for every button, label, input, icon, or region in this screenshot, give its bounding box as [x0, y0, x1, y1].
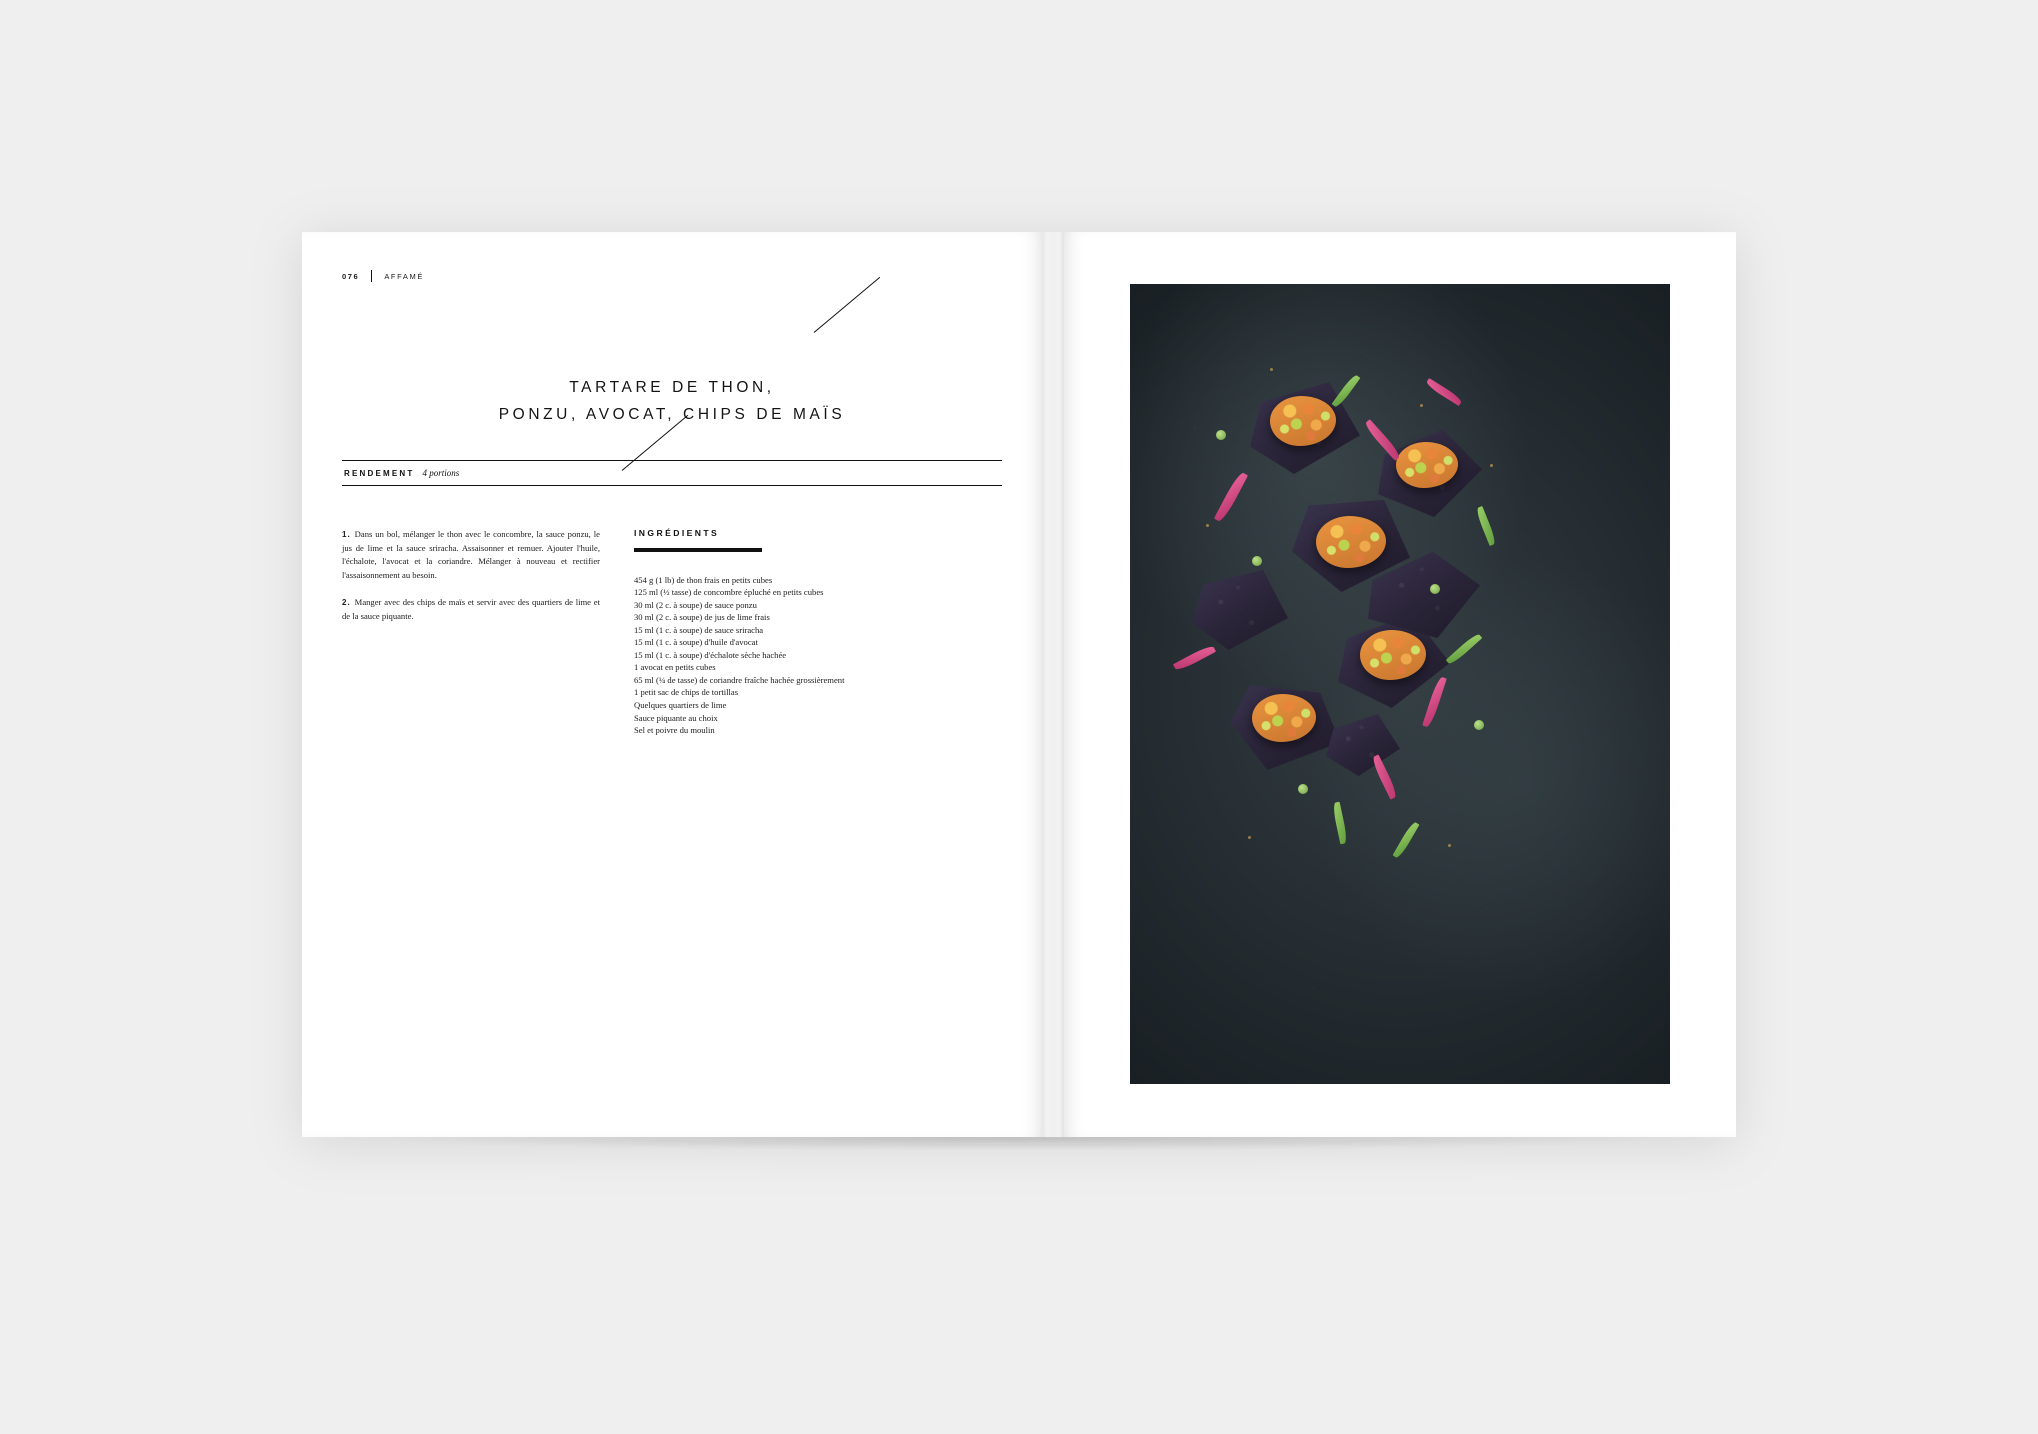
seasoning-crumb — [1490, 464, 1493, 467]
folio-divider — [371, 270, 372, 282]
list-item: 1 avocat en petits cubes — [634, 662, 716, 673]
recipe-photo — [1130, 284, 1670, 1084]
right-page — [1064, 232, 1736, 1137]
micro-green — [1298, 784, 1308, 794]
seasoning-crumb — [1270, 368, 1273, 371]
ingredients-rule — [634, 548, 762, 552]
list-item: 15 ml (1 c. à soupe) de sauce sriracha — [634, 624, 764, 635]
left-page — [302, 232, 1042, 1137]
page-number: 076 — [342, 271, 360, 281]
method-step — [342, 528, 600, 582]
book-gutter — [1042, 232, 1064, 1137]
method-step — [342, 596, 600, 623]
folio — [342, 270, 424, 282]
book-title: AFFAMÉ — [384, 271, 424, 281]
seasoning-crumb — [1206, 524, 1209, 527]
list-item: 65 ml (¼ de tasse) de coriandre fraîche hachée grossièrement — [634, 674, 845, 685]
list-item: 1 petit sac de chips de tortillas — [634, 687, 739, 698]
list-item: 30 ml (2 c. à soupe) de jus de lime frais — [634, 612, 770, 623]
step-text: Dans un bol, mélanger le thon avec le concombre, la sauce ponzu, le jus de lime et la sauce sriracha. Assaisonner et remuer. Ajouter l'huile, l'échalote, l'avocat et la coriandre. Mélanger à nouveau et rectifier l'assaisonnement au besoin. — [342, 529, 600, 580]
recipe-title-line-2: PONZU, AVOCAT, CHIPS DE MAÏS — [498, 406, 846, 424]
seasoning-crumb — [1448, 844, 1451, 847]
method-column — [342, 528, 600, 737]
list-item: Quelques quartiers de lime — [634, 699, 727, 710]
seasoning-crumb — [1420, 404, 1423, 407]
step-number: 2. — [342, 598, 351, 608]
list-item: Sauce piquante au choix — [634, 712, 718, 723]
content-columns — [342, 528, 1002, 737]
ingredients-column — [634, 528, 964, 737]
step-number: 1. — [342, 530, 351, 539]
micro-green — [1252, 556, 1262, 566]
micro-green — [1430, 584, 1440, 594]
list-item: 30 ml (2 c. à soupe) de sauce ponzu — [634, 599, 757, 610]
micro-green — [1474, 720, 1484, 730]
list-item: Sel et poivre du moulin — [634, 725, 715, 736]
page-title — [302, 374, 1042, 428]
step-text: Manger avec des chips de maïs et servir avec des quartiers de lime et de la sauce piquante. — [342, 597, 600, 621]
ingredients-list — [634, 574, 964, 737]
seasoning-crumb — [1248, 836, 1251, 839]
micro-green — [1216, 430, 1226, 440]
yield-bar — [342, 460, 1002, 486]
list-item: 15 ml (1 c. à soupe) d'huile d'avocat — [634, 637, 758, 648]
list-item: 15 ml (1 c. à soupe) d'échalote sèche hachée — [634, 649, 787, 660]
yield-label: RENDEMENT — [344, 468, 415, 478]
recipe-title-line-1: TARTARE DE THON, — [569, 379, 775, 396]
ingredients-heading: INGRÉDIENTS — [634, 528, 720, 538]
yield-value: 4 portions — [422, 468, 460, 478]
list-item: 125 ml (½ tasse) de concombre épluché en petits cubes — [634, 587, 824, 598]
book-spread — [302, 232, 1736, 1137]
list-item: 454 g (1 lb) de thon frais en petits cubes — [634, 574, 773, 585]
decorative-hairline-top — [814, 277, 881, 333]
